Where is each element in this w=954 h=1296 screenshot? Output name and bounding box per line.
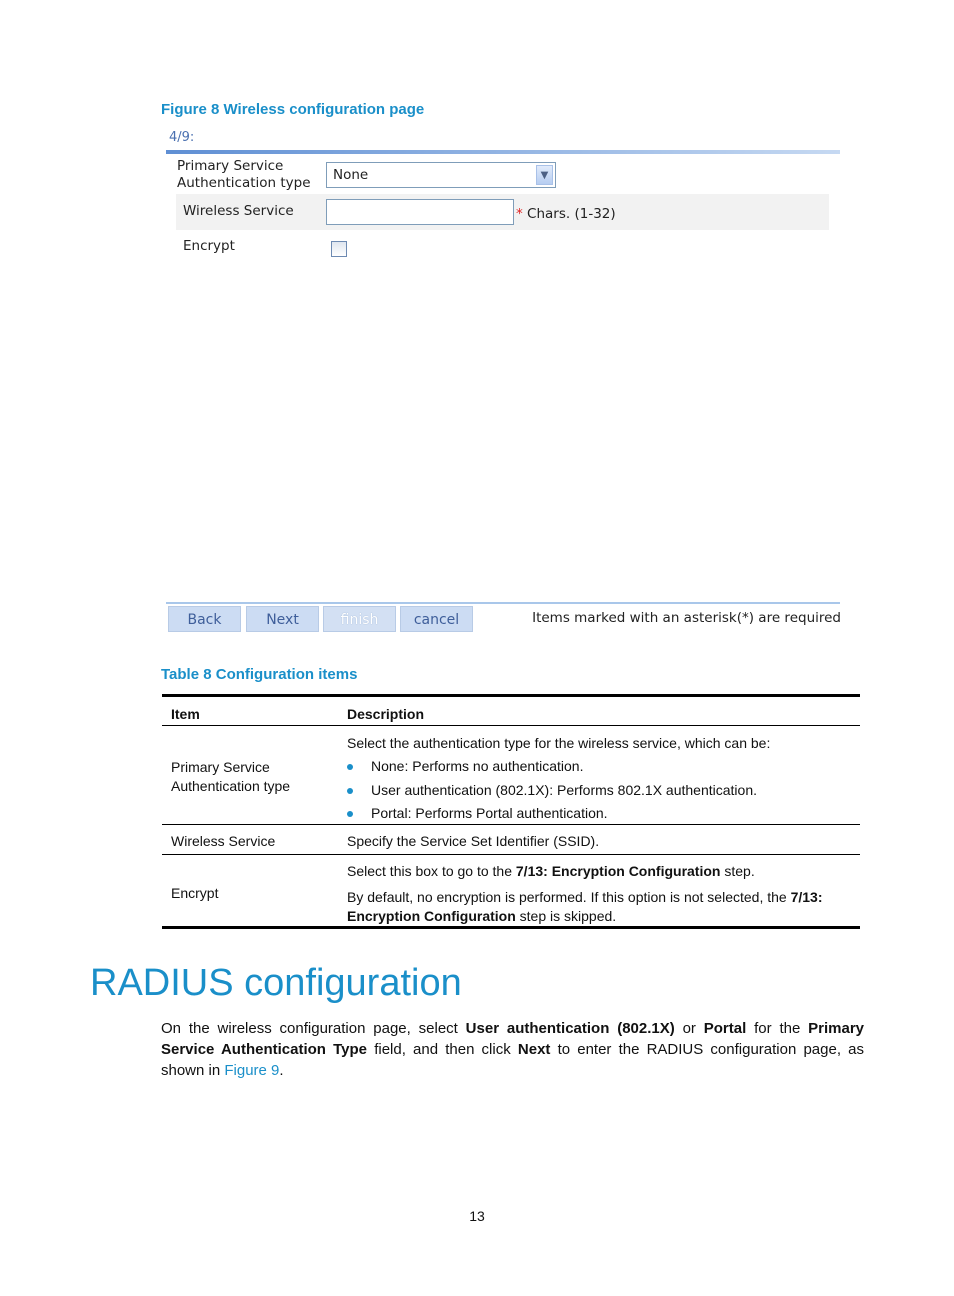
required-note: Items marked with an asterisk(*) are required [532, 610, 841, 626]
auth-type-select[interactable] [326, 162, 556, 188]
required-asterisk: * [516, 206, 523, 222]
row-desc-intro: Select the authentication type for the wireless service, which can be: [347, 735, 771, 751]
row-desc-p1: Select this box to go to the 7/13: Encryption Configuration step. [347, 863, 755, 879]
row-desc-p2: By default, no encryption is performed. If this option is not selected, the 7/13: Encryption Configuration step is skipped. [347, 889, 823, 924]
table-row [162, 825, 860, 855]
wireless-service-label: Wireless Service [183, 203, 294, 219]
bottom-divider [166, 602, 840, 604]
row-desc: Specify the Service Set Identifier (SSID). [347, 833, 600, 849]
auth-type-label: Primary Service Authentication type [177, 158, 311, 191]
encrypt-label: Encrypt [183, 238, 235, 254]
row-item: Wireless Service [171, 833, 276, 849]
back-button[interactable]: Back [168, 606, 241, 632]
step-indicator: 4/9: [169, 130, 195, 145]
row-item: Primary Service Authentication type [171, 759, 291, 794]
wireless-service-hint [516, 206, 616, 222]
cancel-button[interactable]: cancel [400, 606, 473, 632]
figure-caption: Figure 8 Wireless configuration page [161, 101, 425, 118]
top-divider [166, 150, 840, 154]
auth-type-row [176, 156, 829, 194]
encrypt-row [176, 230, 829, 266]
wireless-service-input[interactable] [326, 199, 514, 225]
next-button[interactable]: Next [246, 606, 319, 632]
header-item: Item [171, 706, 200, 722]
section-title: RADIUS configuration [90, 962, 462, 1004]
table-header [162, 697, 860, 726]
wireless-service-row [176, 194, 829, 230]
chars-hint: Chars. (1-32) [527, 206, 616, 222]
finish-button[interactable]: finish [323, 606, 396, 632]
row-item: Encrypt [171, 885, 219, 901]
table-row [162, 855, 860, 929]
encrypt-checkbox[interactable] [331, 241, 347, 257]
table-caption: Table 8 Configuration items [161, 666, 358, 683]
chevron-down-icon[interactable]: ▼ [536, 165, 553, 185]
wireless-config-screenshot [166, 126, 841, 634]
table-row: Primary Service Authentication type Select the authentication type for the wireless service, which can be: None: Performs no authentication. User authentication (802.1X): Performs 802.1X authentication. Portal: Performs Portal authentication. [162, 726, 860, 825]
page-number: 13 [469, 1208, 485, 1224]
section-paragraph: On the wireless configuration page, select User authentication (802.1X) or Portal for the Primary Service Authentication Type field, and then click Next to enter the RADIUS configuration page, as shown in Figure 9. [161, 1020, 865, 1079]
auth-type-value: None [333, 167, 369, 183]
header-description: Description [347, 706, 425, 722]
figure-9-link[interactable]: Figure 9 [224, 1062, 280, 1079]
